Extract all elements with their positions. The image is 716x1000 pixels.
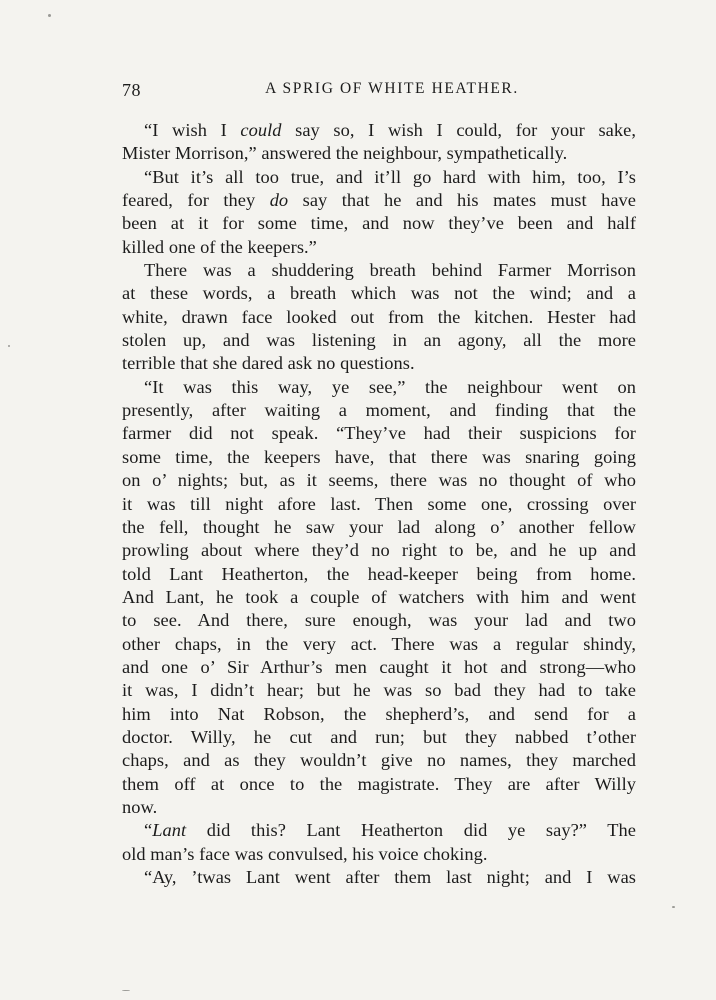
text-line: the fell, thought he saw your lad along o’ another fellow bbox=[122, 516, 636, 537]
text-line: stolen up, and was listening in an agony, all the more bbox=[122, 330, 636, 351]
text-line: There was a shuddering breath behind Farmer Morrison bbox=[144, 260, 636, 281]
text-line: “Lant did this? Lant Heatherton did ye say?” The bbox=[144, 820, 636, 841]
text-line: it was, I didn’t hear; but he was so bad they had to take bbox=[122, 680, 636, 701]
text-line: on o’ nights; but, as it seems, there was no thought of who bbox=[122, 470, 636, 491]
page-number: 78 bbox=[122, 80, 141, 100]
text-line: told Lant Heatherton, the head-keeper being from home. bbox=[122, 563, 636, 584]
text-line: “It was this way, ye see,” the neighbour went on bbox=[144, 376, 636, 397]
text-line: him into Nat Robson, the shepherd’s, and send for a bbox=[122, 703, 636, 724]
text-line: doctor. Willy, he cut and run; but they nabbed t’other bbox=[122, 726, 636, 747]
emphasis-text: could bbox=[240, 120, 282, 140]
text-line: And Lant, he took a couple of watchers with him and went bbox=[122, 586, 636, 607]
text-line: to see. And there, sure enough, was your lad and two bbox=[122, 610, 636, 631]
text-line: feared, for they do say that he and his mates must have bbox=[122, 190, 636, 211]
text-line: other chaps, in the very act. There was a regular shindy, bbox=[122, 633, 636, 654]
running-title: A SPRIG OF WHITE HEATHER. bbox=[265, 80, 519, 97]
text-line: some time, the keepers have, that there was snaring going bbox=[122, 446, 636, 467]
text-line: it was till night afore last. Then some one, crossing over bbox=[122, 493, 636, 514]
text-line: chaps, and as they wouldn’t give no names, they marched bbox=[122, 750, 636, 771]
text-line: old man’s face was convulsed, his voice choking. bbox=[122, 843, 488, 864]
text-line: terrible that she dared ask no questions. bbox=[122, 353, 415, 374]
page-header bbox=[122, 80, 636, 106]
text-line: them off at once to the magistrate. They are after Willy bbox=[122, 773, 636, 794]
text-line: now. bbox=[122, 796, 158, 817]
paper-speck bbox=[8, 345, 10, 347]
text-line: Mister Morrison,” answered the neighbour, sympathetically. bbox=[122, 143, 568, 164]
paper-speck bbox=[122, 990, 130, 991]
text-line: presently, after waiting a moment, and finding that the bbox=[122, 400, 636, 421]
text-line: farmer did not speak. “They’ve had their suspicions for bbox=[122, 423, 636, 444]
text-line: “But it’s all too true, and it’ll go hard with him, too, I’s bbox=[144, 166, 636, 187]
text-line: been at it for some time, and now they’ve been and half bbox=[122, 213, 636, 234]
text-line: killed one of the keepers.” bbox=[122, 236, 317, 257]
emphasis-text: do bbox=[269, 190, 289, 211]
text-line: and one o’ Sir Arthur’s men caught it hot and strong—who bbox=[122, 656, 636, 677]
text-line: white, drawn face looked out from the kitchen. Hester had bbox=[122, 306, 636, 327]
text-line: “I wish I could say so, I wish I could, for your sake, bbox=[144, 120, 636, 140]
text-line: at these words, a breath which was not the wind; and a bbox=[122, 283, 636, 304]
body-text bbox=[122, 119, 636, 889]
text-line: “Ay, ’twas Lant went after them last night; and I was bbox=[144, 867, 636, 887]
emphasis-text: Lant bbox=[152, 820, 187, 841]
text-line: prowling about where they’d no right to be, and he up and bbox=[122, 540, 636, 561]
paper-speck bbox=[672, 906, 675, 908]
paper-speck bbox=[48, 14, 51, 17]
